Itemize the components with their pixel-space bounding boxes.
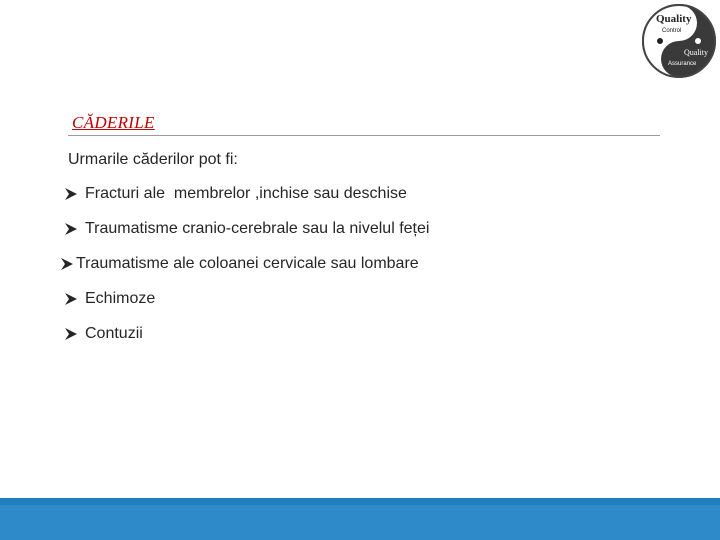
- slide-title: CĂDERILE: [72, 113, 155, 132]
- bullet-item: [64, 288, 429, 310]
- quality-logo: [640, 2, 718, 86]
- footer-bar-accent: [0, 498, 720, 505]
- bullet-text: Echimoze: [85, 290, 156, 307]
- logo-text-control: Control: [662, 28, 682, 34]
- bullet-item: [64, 183, 429, 205]
- bullet-item: [60, 253, 429, 275]
- bullet-text: Traumatisme cranio-cerebrale sau la nivelul feței: [85, 220, 430, 237]
- arrow-bullet-icon: [60, 257, 74, 271]
- arrow-bullet-icon: [64, 187, 78, 201]
- bullet-item: [64, 323, 429, 345]
- bullet-text: Fracturi ale membrelor ,inchise sau deschise: [85, 185, 407, 202]
- bullet-text: Traumatisme ale coloanei cervicale sau lombare: [76, 255, 419, 272]
- arrow-bullet-icon: [64, 292, 78, 306]
- title-divider: [68, 135, 660, 136]
- arrow-bullet-icon: [64, 327, 78, 341]
- logo-text-quality-2: Quality: [684, 48, 708, 57]
- logo-text-assurance: Assurance: [668, 61, 697, 67]
- bullet-list: [64, 183, 429, 358]
- bullet-item: [64, 218, 429, 240]
- arrow-bullet-icon: [64, 222, 78, 236]
- logo-text-quality: Quality: [656, 13, 692, 25]
- bullet-text: Contuzii: [85, 325, 143, 342]
- intro-text: Urmarile căderilor pot fi:: [68, 151, 238, 168]
